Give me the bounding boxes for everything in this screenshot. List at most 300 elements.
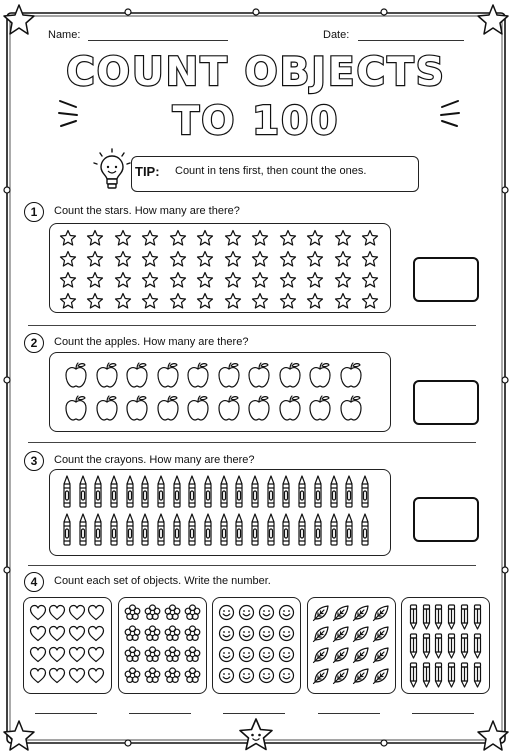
star-icon [279, 271, 297, 289]
star-icon [86, 250, 104, 268]
section-divider [28, 442, 476, 443]
name-field[interactable] [88, 40, 228, 41]
leaf-icon [372, 625, 390, 643]
grid-cell [82, 248, 110, 269]
grid-cell [256, 644, 276, 665]
corner-star-icon [476, 719, 510, 753]
heart-icon [68, 625, 86, 642]
apple-icon [338, 361, 364, 389]
grid-cell [276, 644, 296, 665]
crayon-icon [313, 513, 323, 547]
star-icon [279, 229, 297, 247]
grid-cell [61, 358, 92, 391]
grid-cell [331, 644, 351, 665]
grid-cell [247, 290, 275, 311]
grid-cell [142, 665, 162, 686]
crayon-icon [93, 475, 103, 509]
flower-icon [144, 667, 161, 684]
answer-box[interactable] [413, 380, 479, 425]
grid-cell [311, 644, 331, 665]
grid-cell [263, 473, 279, 511]
grid-cell [331, 665, 351, 686]
grid-cell [28, 623, 48, 644]
grid-cell [200, 473, 216, 511]
crayon-icon [250, 475, 260, 509]
question-text: Count the crayons. How many are there? [54, 454, 255, 466]
star-icon [361, 292, 379, 310]
page-title-line1: COUNT OBJECTS [66, 50, 446, 95]
crayon-icon [250, 513, 260, 547]
grid-cell [90, 511, 106, 549]
leaf-icon [312, 604, 330, 622]
crayon-icon [281, 513, 291, 547]
star-icon [141, 250, 159, 268]
smiling-star-icon [238, 717, 274, 753]
grid-cell [341, 473, 357, 511]
grid-cell [310, 511, 326, 549]
grid-cell [420, 631, 433, 660]
name-label: Name: [48, 29, 81, 41]
grid-cell [82, 290, 110, 311]
section-divider [28, 325, 476, 326]
heart-icon [68, 646, 86, 663]
grid-cell [214, 358, 245, 391]
flower-icon [164, 604, 181, 621]
grid-cell [329, 269, 357, 290]
grid-cell [294, 473, 310, 511]
grid-cell [433, 602, 446, 631]
pencils-grid [407, 602, 484, 689]
smiley-icon [258, 604, 275, 621]
crayon-icon [187, 513, 197, 547]
heart-icon [29, 625, 47, 642]
flower-icon [124, 625, 141, 642]
star-icon [59, 229, 77, 247]
flower-icon [164, 625, 181, 642]
star-icon [251, 271, 269, 289]
crayon-icon [297, 475, 307, 509]
crayon-icon [266, 475, 276, 509]
heart-icon [29, 604, 47, 621]
grid-cell [420, 602, 433, 631]
tip-label: TIP: [135, 164, 160, 179]
crayon-icon [203, 475, 213, 509]
crayon-icon [109, 513, 119, 547]
star-icon [59, 292, 77, 310]
grid-cell [137, 227, 165, 248]
smiley-icon [238, 625, 255, 642]
grid-cell [329, 227, 357, 248]
grid-cell [276, 665, 296, 686]
smiley-icon [258, 625, 275, 642]
leaf-icon [312, 646, 330, 664]
grid-cell [67, 644, 87, 665]
crayon-icon [344, 475, 354, 509]
answer-box[interactable] [413, 257, 479, 302]
question-text: Count each set of objects. Write the number. [54, 575, 271, 587]
apple-icon [63, 361, 89, 389]
grid-cell [164, 269, 192, 290]
grid-cell [162, 623, 182, 644]
grid-cell [247, 227, 275, 248]
grid-cell [433, 631, 446, 660]
grid-cell [276, 623, 296, 644]
grid-cell [153, 473, 169, 511]
star-icon [86, 229, 104, 247]
star-icon [169, 229, 187, 247]
heart-icon [48, 667, 66, 684]
crayon-icon [329, 475, 339, 509]
leaf-icon [332, 625, 350, 643]
answer-box[interactable] [413, 497, 479, 542]
grid-cell [256, 623, 276, 644]
grid-cell [302, 248, 330, 269]
star-icon [196, 250, 214, 268]
heart-icon [48, 625, 66, 642]
grid-cell [232, 473, 248, 511]
star-icon [251, 250, 269, 268]
crayon-icon [329, 513, 339, 547]
grid-cell [357, 248, 385, 269]
grid-cell [122, 644, 142, 665]
grid-cell [305, 358, 336, 391]
grid-cell [90, 473, 106, 511]
grid-cell [236, 644, 256, 665]
grid-cell [48, 644, 68, 665]
grid-cell [236, 602, 256, 623]
grid-cell [351, 623, 371, 644]
grid-cell [109, 227, 137, 248]
crayon-icon [109, 475, 119, 509]
apple-icon [185, 394, 211, 422]
heart-icon [68, 604, 86, 621]
grid-cell [192, 269, 220, 290]
grid-cell [341, 511, 357, 549]
pencil-icon [447, 603, 456, 630]
answer-line[interactable] [35, 713, 97, 714]
smiley-icon [218, 646, 235, 663]
grid-cell [169, 473, 185, 511]
grid-cell [92, 358, 123, 391]
star-icon [196, 292, 214, 310]
grid-cell [162, 665, 182, 686]
apple-icon [307, 394, 333, 422]
grid-cell [142, 644, 162, 665]
flower-icon [124, 667, 141, 684]
answer-line[interactable] [412, 713, 474, 714]
apple-icon [124, 361, 150, 389]
crayon-icon [187, 475, 197, 509]
answer-line[interactable] [318, 713, 380, 714]
grid-cell [87, 623, 107, 644]
grid-cell [67, 623, 87, 644]
grid-cell [122, 623, 142, 644]
grid-cell [276, 602, 296, 623]
section-divider [28, 565, 476, 566]
grid-cell [407, 602, 420, 631]
grid-cell [326, 511, 342, 549]
pencil-icon [422, 661, 431, 688]
flower-icon [184, 625, 201, 642]
apple-icon [155, 361, 181, 389]
star-icon [251, 292, 269, 310]
grid-cell [162, 644, 182, 665]
grid-cell [433, 660, 446, 689]
crayon-icon [125, 513, 135, 547]
grid-cell [236, 665, 256, 686]
grid-cell [371, 644, 391, 665]
apple-icon [307, 361, 333, 389]
grid-cell [216, 665, 236, 686]
corner-star-icon [2, 719, 36, 753]
corner-star-icon [476, 3, 510, 37]
grid-cell [458, 631, 471, 660]
grid-cell [169, 511, 185, 549]
grid-cell [311, 602, 331, 623]
grid-cell [106, 511, 122, 549]
apple-icon [63, 394, 89, 422]
grid-cell [219, 269, 247, 290]
grid-cell [109, 248, 137, 269]
grid-cell [274, 227, 302, 248]
leaf-icon [332, 604, 350, 622]
crayon-icon [140, 475, 150, 509]
grid-cell [185, 473, 201, 511]
grid-cell [216, 602, 236, 623]
date-label: Date: [323, 29, 350, 41]
grid-cell [54, 227, 82, 248]
grid-cell [164, 248, 192, 269]
star-icon [279, 250, 297, 268]
grid-cell [244, 358, 275, 391]
crayon-icon [313, 475, 323, 509]
grid-cell [122, 473, 138, 511]
crayon-icon [156, 475, 166, 509]
grid-cell [294, 511, 310, 549]
leaf-icon [332, 667, 350, 685]
grid-cell [244, 391, 275, 424]
apple-icon [277, 394, 303, 422]
apple-icon [216, 394, 242, 422]
question-number: 3 [24, 451, 44, 471]
apple-icon [338, 394, 364, 422]
grid-cell [192, 248, 220, 269]
crayon-icon [140, 513, 150, 547]
grid-cell [87, 644, 107, 665]
smiley-icon [258, 667, 275, 684]
pencil-icon [434, 661, 443, 688]
apple-icon [185, 361, 211, 389]
grid-cell [407, 631, 420, 660]
grid-cell [458, 602, 471, 631]
grid-cell [61, 391, 92, 424]
crayons-grid [59, 473, 373, 549]
leaf-icon [312, 625, 330, 643]
heart-icon [29, 646, 47, 663]
grid-cell [279, 511, 295, 549]
grid-cell [28, 602, 48, 623]
question-text: Count the apples. How many are there? [54, 336, 249, 348]
apple-icon [155, 394, 181, 422]
answer-line[interactable] [129, 713, 191, 714]
flower-icon [144, 646, 161, 663]
grid-cell [445, 660, 458, 689]
grid-cell [59, 511, 75, 549]
leaf-icon [372, 646, 390, 664]
grid-cell [236, 623, 256, 644]
grid-cell [311, 623, 331, 644]
grid-cell [471, 660, 484, 689]
page-title-line2: TO 100 [172, 99, 340, 144]
heart-icon [68, 667, 86, 684]
star-icon [306, 271, 324, 289]
star-icon [224, 250, 242, 268]
grid-cell [182, 623, 202, 644]
smiley-icon [238, 604, 255, 621]
crayon-icon [219, 475, 229, 509]
apple-icon [94, 394, 120, 422]
grid-cell [214, 391, 245, 424]
grid-cell [137, 290, 165, 311]
crayon-icon [156, 513, 166, 547]
crayon-icon [203, 513, 213, 547]
grid-cell [331, 623, 351, 644]
apple-icon [216, 361, 242, 389]
grid-cell [192, 227, 220, 248]
pencil-icon [434, 603, 443, 630]
grid-cell [274, 290, 302, 311]
star-icon [141, 229, 159, 247]
grid-cell [48, 665, 68, 686]
grid-cell [185, 511, 201, 549]
star-icon [361, 271, 379, 289]
flower-icon [164, 667, 181, 684]
answer-line[interactable] [223, 713, 285, 714]
grid-cell [82, 269, 110, 290]
flower-icon [184, 667, 201, 684]
grid-cell [458, 660, 471, 689]
grid-cell [137, 248, 165, 269]
star-icon [306, 229, 324, 247]
leaf-icon [352, 667, 370, 685]
pencil-icon [473, 661, 482, 688]
grid-cell [75, 511, 91, 549]
star-icon [59, 250, 77, 268]
crayon-icon [172, 513, 182, 547]
grid-cell [357, 227, 385, 248]
flower-icon [184, 604, 201, 621]
star-icon [224, 292, 242, 310]
grid-cell [164, 290, 192, 311]
grid-cell [351, 644, 371, 665]
grid-cell [275, 391, 306, 424]
grid-cell [336, 391, 367, 424]
grid-cell [219, 227, 247, 248]
grid-cell [336, 358, 367, 391]
grid-cell [326, 473, 342, 511]
question-number: 1 [24, 202, 44, 222]
grid-cell [183, 358, 214, 391]
smiley-icon [278, 667, 295, 684]
burst-lines-left [56, 95, 86, 135]
date-field[interactable] [358, 40, 464, 41]
smiley-icon [278, 646, 295, 663]
leaf-icon [372, 604, 390, 622]
apple-icon [246, 361, 272, 389]
star-icon [334, 250, 352, 268]
grid-cell [122, 391, 153, 424]
grid-cell [48, 623, 68, 644]
crayon-icon [234, 475, 244, 509]
grid-cell [122, 665, 142, 686]
leaf-icon [312, 667, 330, 685]
star-icon [59, 271, 77, 289]
grid-cell [106, 473, 122, 511]
star-icon [114, 250, 132, 268]
grid-cell [371, 623, 391, 644]
grid-cell [216, 644, 236, 665]
crayon-icon [219, 513, 229, 547]
pencil-icon [409, 603, 418, 630]
pencil-icon [409, 632, 418, 659]
grid-cell [59, 473, 75, 511]
grid-cell [329, 290, 357, 311]
grid-cell [92, 391, 123, 424]
heart-icon [29, 667, 47, 684]
smiley-icon [218, 604, 235, 621]
star-icon [334, 271, 352, 289]
grid-cell [137, 269, 165, 290]
pencil-icon [447, 661, 456, 688]
heart-icon [48, 646, 66, 663]
heart-icon [87, 646, 105, 663]
grid-cell [75, 473, 91, 511]
star-icon [169, 250, 187, 268]
star-icon [86, 292, 104, 310]
star-icon [169, 271, 187, 289]
grid-cell [311, 665, 331, 686]
smileys-grid [216, 602, 296, 686]
heart-icon [87, 625, 105, 642]
apples-grid [61, 358, 366, 424]
heart-icon [48, 604, 66, 621]
grid-cell [471, 631, 484, 660]
star-icon [279, 292, 297, 310]
grid-cell [182, 665, 202, 686]
crayon-icon [62, 513, 72, 547]
grid-cell [357, 290, 385, 311]
flower-icon [164, 646, 181, 663]
crayon-icon [125, 475, 135, 509]
grid-cell [67, 602, 87, 623]
crayon-icon [281, 475, 291, 509]
grid-cell [247, 269, 275, 290]
question-number: 2 [24, 333, 44, 353]
grid-cell [142, 623, 162, 644]
crayon-icon [62, 475, 72, 509]
grid-cell [164, 227, 192, 248]
crayon-icon [360, 475, 370, 509]
grid-cell [109, 269, 137, 290]
grid-cell [445, 602, 458, 631]
grid-cell [274, 248, 302, 269]
flower-icon [184, 646, 201, 663]
grid-cell [310, 473, 326, 511]
smiley-icon [258, 646, 275, 663]
grid-cell [351, 602, 371, 623]
pencil-icon [460, 603, 469, 630]
crayon-icon [172, 475, 182, 509]
